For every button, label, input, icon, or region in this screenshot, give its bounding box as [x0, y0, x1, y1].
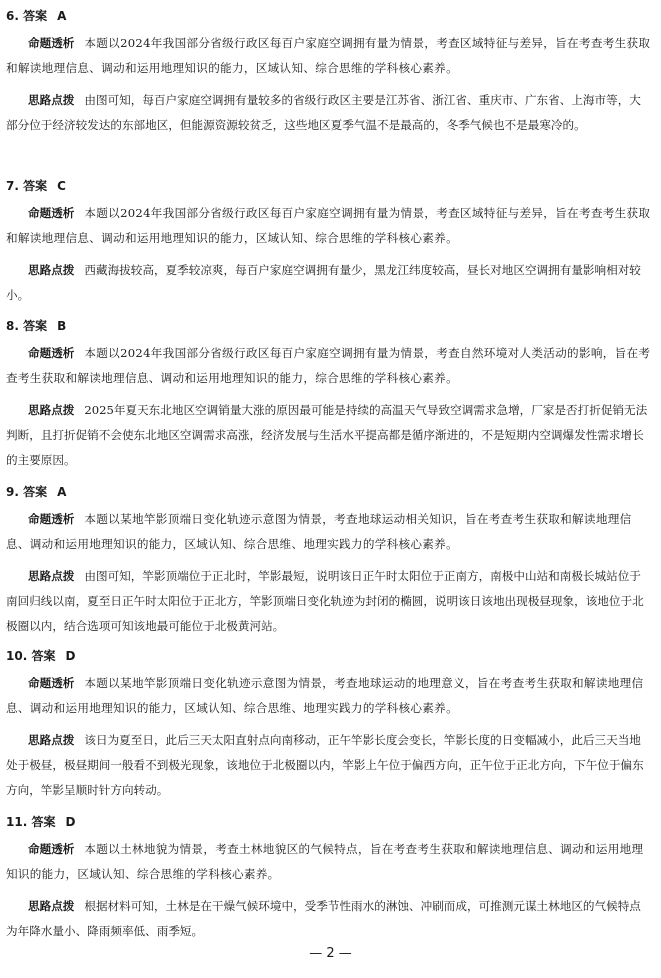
analysis-label: 命题透析 [28, 676, 75, 690]
hint-paragraph [6, 258, 652, 308]
question-block [6, 648, 652, 803]
question-number: 8. [6, 319, 19, 333]
hint-paragraph [6, 398, 652, 473]
hint-text: 由图可知，每百户家庭空调拥有量较多的省级行政区主要是江苏省、浙江省、重庆市、广东省、上海市等，大部分位于经济较发达的东部地区，但能源资源较贫乏，这些地区夏季气温不是最高的，冬季气候也不是最寒冷的。 [6, 93, 641, 132]
question-number: 11. [6, 815, 28, 829]
hint-text: 西藏海拔较高，夏季较凉爽，每百户家庭空调拥有量少，黑龙江纬度较高，昼长对地区空调拥有量影响相对较小。 [6, 263, 641, 302]
analysis-label: 命题透析 [28, 512, 75, 526]
answer-choice: C [57, 179, 66, 193]
answer-label: 答案 [23, 9, 48, 23]
hint-paragraph [6, 728, 652, 803]
page-number: — 2 — [309, 946, 352, 961]
question-number: 6. [6, 9, 19, 23]
hint-paragraph [6, 88, 652, 138]
question-block [6, 8, 652, 138]
analysis-paragraph [6, 671, 652, 721]
question-block [6, 814, 652, 944]
analysis-paragraph [6, 201, 652, 251]
hint-label: 思路点拨 [28, 263, 75, 277]
question-number: 9. [6, 485, 19, 499]
hint-text: 2025年夏天东北地区空调销量大涨的原因最可能是持续的高温天气导致空调需求急增，厂家是否打折促销无法判断，且打折促销不会使东北地区空调需求高涨，经济发展与生活水平提高都是循序渐进的，不是短期内空调爆发性需求增长的主要原因。 [6, 403, 648, 467]
answer-label: 答案 [23, 179, 48, 193]
analysis-text: 本题以某地竿影顶端日变化轨迹示意图为情景，考查地球运动相关知识，旨在考查考生获取和解读地理信息、调动和运用地理知识的能力，区域认知、综合思维、地理实践力的学科核心素养。 [6, 512, 632, 551]
question-header [6, 178, 652, 194]
answer-label: 答案 [23, 485, 48, 499]
analysis-label: 命题透析 [28, 36, 75, 50]
answer-choice: A [57, 485, 67, 499]
analysis-text: 本题以2024年我国部分省级行政区每百户家庭空调拥有量为情景，考查区域特征与差异，旨在考查考生获取和解读地理信息、调动和运用地理知识的能力，区域认知、综合思维的学科核心素养。 [6, 206, 651, 245]
analysis-label: 命题透析 [28, 346, 75, 360]
hint-label: 思路点拨 [28, 93, 75, 107]
hint-paragraph [6, 894, 652, 944]
hint-label: 思路点拨 [28, 733, 75, 747]
question-block [6, 318, 652, 473]
question-header [6, 484, 652, 500]
analysis-text: 本题以某地竿影顶端日变化轨迹示意图为情景，考查地球运动的地理意义，旨在考查考生获取和解读地理信息、调动和运用地理知识的能力，区域认知、综合思维、地理实践力的学科核心素养。 [6, 676, 644, 715]
analysis-paragraph [6, 341, 652, 391]
answer-label: 答案 [31, 815, 56, 829]
question-block [6, 484, 652, 639]
hint-text: 该日为夏至日，此后三天太阳直射点向南移动，正午竿影长度会变长，竿影长度的日变幅减小，此后三天当地处于极昼，极昼期间一般看不到极光现象，该地位于北极圈以内，竿影上午位于偏西方向，正午位于正北方向，下午位于偏东方向，竿影呈顺时针方向转动。 [6, 733, 644, 797]
question-block [6, 178, 652, 308]
question-header [6, 648, 652, 664]
hint-label: 思路点拨 [28, 403, 75, 417]
hint-text: 由图可知，竿影顶端位于正北时，竿影最短，说明该日正午时太阳位于正南方，南极中山站和南极长城站位于南回归线以南，夏至日正午时太阳位于正北方，竿影顶端日变化轨迹为封闭的椭圆，说明该日该地出现极昼现象，该地位于北极圈以内，结合选项可知该地最可能位于北极黄河站。 [6, 569, 644, 633]
analysis-label: 命题透析 [28, 206, 75, 220]
answer-label: 答案 [31, 649, 56, 663]
answer-label: 答案 [23, 319, 48, 333]
question-number: 7. [6, 179, 19, 193]
answer-choice: D [65, 649, 76, 663]
hint-text: 根据材料可知，土林是在干燥气候环境中，受季节性雨水的淋蚀、冲刷而成，可推测元谋土林地区的气候特点为年降水量小、降雨频率低、雨季短。 [6, 899, 641, 938]
answer-choice: D [65, 815, 76, 829]
answer-choice: A [57, 9, 67, 23]
analysis-paragraph [6, 837, 652, 887]
analysis-text: 本题以土林地貌为情景，考查土林地貌区的气候特点，旨在考查考生获取和解读地理信息、调动和运用地理知识的能力，区域认知、综合思维的学科核心素养。 [6, 842, 644, 881]
analysis-paragraph [6, 507, 652, 557]
hint-label: 思路点拨 [28, 899, 75, 913]
answer-choice: B [57, 319, 67, 333]
question-header [6, 814, 652, 830]
analysis-paragraph [6, 31, 652, 81]
analysis-label: 命题透析 [28, 842, 75, 856]
analysis-text: 本题以2024年我国部分省级行政区每百户家庭空调拥有量为情景，考查自然环境对人类活动的影响，旨在考查考生获取和解读地理信息、调动和运用地理知识的能力，综合思维的学科核心素养。 [6, 346, 651, 385]
question-header [6, 318, 652, 334]
question-header [6, 8, 652, 24]
hint-paragraph [6, 564, 652, 639]
analysis-text: 本题以2024年我国部分省级行政区每百户家庭空调拥有量为情景，考查区域特征与差异，旨在考查考生获取和解读地理信息、调动和运用地理知识的能力，区域认知、综合思维的学科核心素养。 [6, 36, 651, 75]
hint-label: 思路点拨 [28, 569, 75, 583]
question-number: 10. [6, 649, 28, 663]
